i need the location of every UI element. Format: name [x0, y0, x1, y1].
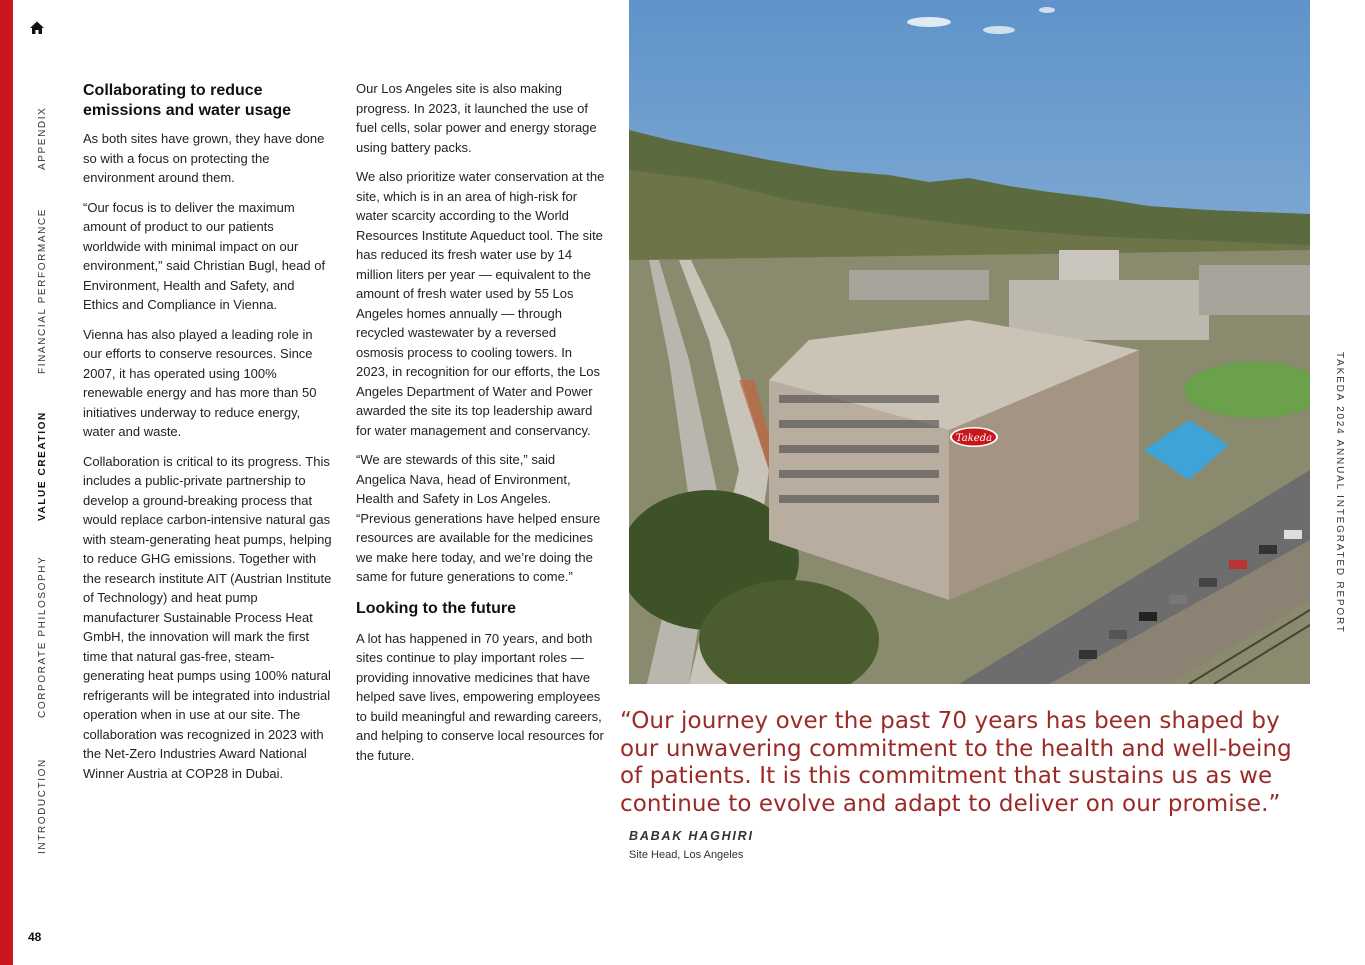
- paragraph: “We are stewards of this site,” said Angelica Nava, head of Environment, Health and Safety in Los Angeles. “Previous generations have helped ensure resources are available for the medicines we make here today, and we’re doing the same for future generations to come.”: [356, 452, 601, 584]
- quote-author-role: Site Head, Los Angeles: [629, 849, 744, 861]
- paragraph: As both sites have grown, they have done so with a focus on protecting the environment around them.: [83, 131, 325, 185]
- section-heading: Looking to the future: [356, 599, 516, 617]
- paragraph: “Our focus is to deliver the maximum amount of product to our patients worldwide with minimal impact on our environment,” said Christian Bugl, head of Environment, Health and Safety, and Ethics and Compliance in Vienna.: [83, 199, 326, 312]
- paragraph: Collaboration is critical to its progress. This includes a public-private partnership to develop a ground-breaking process that would replace carbon-intensive natural gas with steam-generating heat pumps, helping to reduce GHG emissions. Together with the research institute AIT (Austrian Institute of Technology) and heat pump manufacturer Sustainable Process Heat GmbH, the innovation will mark the first time that natural gas-free, steam-generating heat pumps using 100% natural refrigerants will be integrated into industrial operation when in use at our site. The collaboration was recognized in 2023 with the Net-Zero Industries Award National Winner Austria at COP28 in Dubai.: [83, 453, 332, 781]
- paragraph: We also prioritize water conservation at the site, which is in an area of high-risk for water scarcity according to the World Resources Institute Aqueduct tool. The site has reduced its fresh water use by 14 million liters per year — equivalent to the amount of fresh water used by 55 Los Angeles homes annually — through recycled wastewater by a reversed osmosis process to cooling towers. In 2023, in recognition for our efforts, the Los Angeles Department of Water and Power awarded the site its top leadership award for water management and conservancy.: [356, 169, 605, 438]
- building-sign: Takeda: [955, 433, 993, 444]
- text-column-left: [83, 81, 333, 793]
- paragraph: Our Los Angeles site is also making progress. In 2023, it launched the use of fuel cells, solar power and energy storage using battery packs.: [356, 81, 597, 155]
- report-title: TAKEDA 2024 ANNUAL INTEGRATED REPORT: [1334, 352, 1345, 634]
- nav-financial-performance[interactable]: FINANCIAL PERFORMANCE: [37, 207, 48, 374]
- side-accent-bar: [0, 0, 13, 965]
- pull-quote: “Our journey over the past 70 years has been shaped by our unwavering commitment to the health and well-being of patients. It is this commitment that sustains us as we continue to evolve and adapt to deliver on our promise.”: [620, 708, 1292, 817]
- nav-appendix[interactable]: APPENDIX: [37, 106, 48, 170]
- paragraph: Vienna has also played a leading role in our efforts to conserve resources. Since 2007, it has operated using 100% renewable energy and has more than 50 initiatives underway to reduce energy, water and waste.: [83, 326, 317, 439]
- aerial-site-photo: [629, 0, 1310, 684]
- nav-corporate-philosophy[interactable]: CORPORATE PHILOSOPHY: [37, 555, 48, 718]
- quote-author: BABAK HAGHIRI: [629, 829, 754, 843]
- paragraph: A lot has happened in 70 years, and both sites continue to play important roles — providing innovative medicines that have helped save lives, empowering employees to build meaningful and rewarding careers, and helping to conserve local resources for the future.: [356, 630, 604, 763]
- home-icon[interactable]: [29, 20, 45, 36]
- text-column-right: [356, 79, 606, 775]
- nav-introduction[interactable]: INTRODUCTION: [37, 758, 48, 854]
- page-number: 48: [28, 930, 42, 944]
- section-heading: Collaborating to reduce emissions and water usage: [83, 82, 292, 119]
- nav-value-creation[interactable]: VALUE CREATION: [37, 411, 48, 521]
